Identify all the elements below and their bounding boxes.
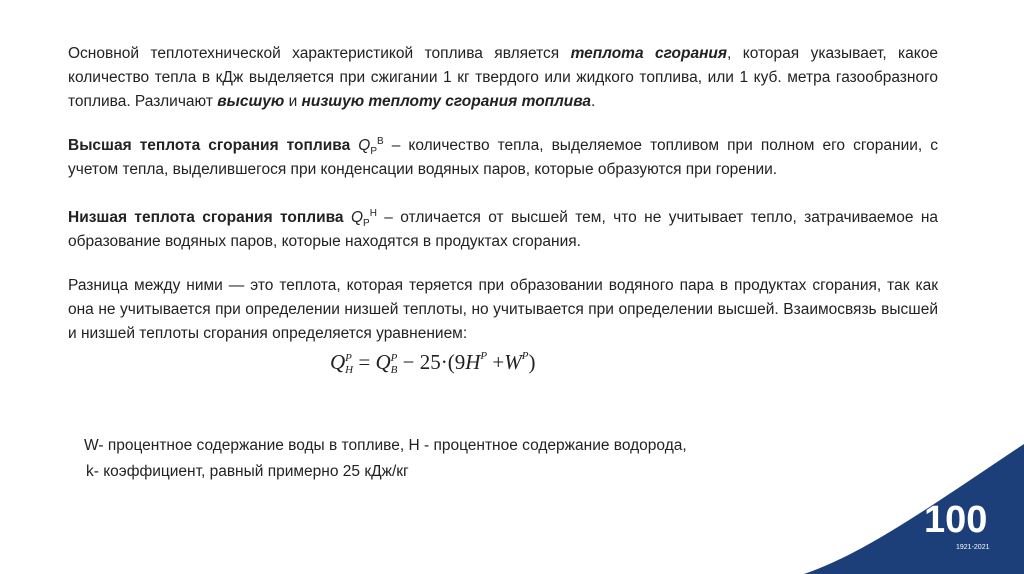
- term-heat-of-combustion: теплота сгорания: [570, 45, 728, 62]
- logo-number: 100: [924, 499, 988, 541]
- intro-text-3: и: [284, 93, 302, 110]
- formula-q-lower: Q: [330, 350, 346, 374]
- note-k: k- коэффициент, равный примерно 25 кДж/кг: [86, 463, 409, 480]
- formula-minus: − 25·(9: [397, 350, 466, 374]
- formula-sup-2: P: [390, 352, 398, 365]
- formula-close: ): [528, 350, 536, 374]
- formula-sup-1: P: [345, 352, 352, 365]
- higher-heat-sup: В: [377, 135, 384, 147]
- higher-heat-symbol: Q: [358, 137, 371, 154]
- higher-heat-paragraph: [68, 134, 938, 182]
- lower-heat-symbol: Q: [350, 209, 364, 226]
- formula-sub-h: H: [345, 364, 354, 377]
- lower-heat-text: – отличается от высшей тем, что не учитывает тепло, затрачиваемое на образование водяных паров, которые находятся в продуктах сгорания.: [68, 209, 939, 250]
- higher-heat-sub: Р: [370, 146, 377, 158]
- higher-heat-title: Высшая теплота сгорания топлива: [68, 137, 351, 154]
- difference-text: Разница между ними — это теплота, которая теряется при образовании водяного пара в продуктах сгорания, так как она не учитывается при определении низшей теплоты, но учитывается при определении высшей. Взаимосвязь высшей и низшей теплоты сгорания определяется уравнением:: [68, 277, 938, 342]
- formula-w: W: [504, 350, 522, 374]
- formula-sup-h: P: [480, 350, 488, 362]
- centenary-logo: [804, 434, 1024, 574]
- lower-heat-title: Низшая теплота сгорания топлива: [68, 209, 344, 226]
- lower-heat-paragraph: [68, 206, 938, 254]
- intro-text-2: , которая указывает, какое количество тепла в кДж выделяется при сжигании 1 кг твердого или жидкого топлива, или 1 куб. метра газообразного топлива. Различают: [68, 45, 938, 110]
- formula-sub-b: B: [390, 364, 398, 377]
- formula-h: H: [465, 350, 481, 374]
- term-higher: высшую: [217, 93, 285, 110]
- formula-sup-w: P: [521, 350, 529, 362]
- formula-plus: +: [487, 350, 505, 374]
- note-w-h: W- процентное содержание воды в топливе, H - процентное содержание водорода,: [84, 437, 687, 454]
- intro-text-4: .: [591, 93, 596, 110]
- logo-years: 1921-2021: [956, 544, 990, 551]
- lower-heat-sup: Н: [369, 207, 377, 219]
- formula-q-higher: Q: [375, 350, 391, 374]
- heat-equation: [330, 350, 535, 376]
- term-lower-heat: низшую теплоту сгорания топлива: [301, 93, 592, 110]
- intro-text-1: Основной теплотехнической характеристикой топлива является: [68, 45, 571, 62]
- intro-paragraph: [68, 42, 938, 114]
- corner-wave-shape: [804, 444, 1024, 574]
- formula-equals: =: [353, 350, 376, 374]
- lower-heat-sub: Р: [363, 218, 370, 230]
- higher-heat-text: – количество тепла, выделяемое топливом при полном его сгорании, с учетом тепла, выделившегося при конденсации водяных паров, которые образуются при горении.: [68, 137, 938, 178]
- difference-paragraph: [68, 274, 938, 346]
- notes: [84, 433, 844, 485]
